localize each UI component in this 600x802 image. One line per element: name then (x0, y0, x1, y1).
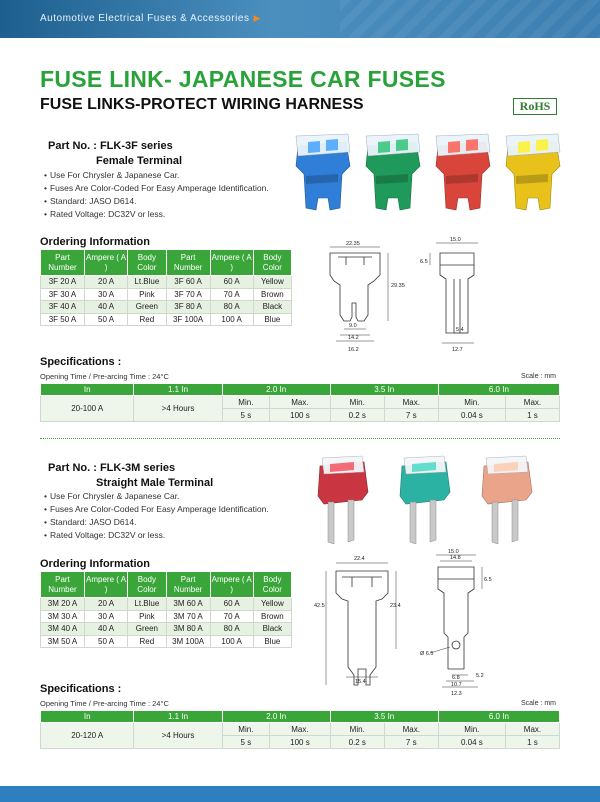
table-cell: 3F 60 A (166, 276, 210, 289)
spec-value: 1 s (505, 409, 559, 422)
table-cell: Yellow (253, 276, 291, 289)
table-row (41, 313, 292, 326)
spec-minmax-label: Min. (222, 396, 269, 409)
spec-value: 100 s (270, 409, 331, 422)
feature-list-3f (44, 169, 269, 221)
table-cell: 3M 80 A (166, 623, 210, 636)
table-cell: Blue (253, 635, 291, 648)
table-cell: 40 A (84, 301, 127, 314)
spec-table-3f (40, 383, 560, 422)
dim-label: 14.8 (450, 555, 461, 561)
feature-item: • Fuses Are Color-Coded For Easy Amperage Identification. (44, 503, 269, 516)
dimension-drawing-3m (312, 549, 507, 701)
fuse-photo-female (436, 134, 490, 210)
table-cell: 3M 20 A (41, 598, 85, 611)
opening-time-3f: Opening Time / Pre-arcing Time : 24°C (40, 372, 169, 381)
spec-value: 0.2 s (330, 409, 384, 422)
spec-minmax-label: Min. (222, 723, 269, 736)
table-cell: Brown (253, 288, 291, 301)
spec-current-range: 20-120 A (41, 723, 134, 749)
dim-label: 29.35 (391, 283, 405, 289)
fuse-photo-male (400, 456, 450, 544)
table-cell: Green (128, 623, 167, 636)
table-cell: 80 A (210, 623, 253, 636)
page-subtitle: FUSE LINKS-PROTECT WIRING HARNESS (40, 96, 364, 113)
terminal-type-3f: Female Terminal (96, 155, 182, 167)
table-cell: Green (128, 301, 167, 314)
column-header: Ampere ( A ) (210, 250, 253, 276)
table-cell: 3M 70 A (166, 610, 210, 623)
ordering-title-3f: Ordering Information (40, 236, 150, 248)
spec-header-row (41, 711, 560, 723)
table-row (41, 288, 292, 301)
dim-label: 22.35 (346, 241, 360, 247)
dim-label: 5.4 (456, 327, 464, 333)
table-cell: Pink (128, 610, 167, 623)
dim-label: 10.7 (451, 682, 462, 688)
spec-row (41, 396, 560, 409)
spec-value: 100 s (270, 736, 331, 749)
part-number-3m: Part No. : FLK-3M series (48, 462, 176, 474)
table-cell: 3M 100A (166, 635, 210, 648)
spec-value: 0.2 s (330, 736, 384, 749)
table-cell: 20 A (84, 276, 127, 289)
ordering-title-3m: Ordering Information (40, 558, 150, 570)
spec-minmax-label: Min. (438, 723, 505, 736)
spec-table-3m (40, 710, 560, 749)
fuse-photo-female (366, 134, 420, 210)
ordering-table-3m (40, 571, 292, 648)
spec-minmax-label: Max. (384, 396, 438, 409)
table-cell: 3M 30 A (41, 610, 85, 623)
table-cell: 60 A (210, 598, 253, 611)
column-header: Body Color (253, 250, 291, 276)
table-cell: Lt.Blue (128, 598, 167, 611)
column-header: Body Color (253, 572, 291, 598)
dim-label: 16.2 (348, 347, 359, 353)
spec-minmax-label: Max. (505, 396, 559, 409)
spec-value: 7 s (384, 736, 438, 749)
table-row (41, 635, 292, 648)
dim-label: 15.0 (448, 549, 459, 555)
table-cell: 3F 100A (166, 313, 210, 326)
dim-label: 23.4 (390, 603, 401, 609)
table-cell: 3M 40 A (41, 623, 85, 636)
spec-header: 1.1 In (134, 384, 222, 396)
feature-item: • Fuses Are Color-Coded For Easy Amperage Identification. (44, 182, 269, 195)
table-cell: 40 A (84, 623, 127, 636)
opening-time-3m: Opening Time / Pre-arcing Time : 24°C (40, 699, 169, 708)
table-row (41, 301, 292, 314)
dim-label: 6.8 (452, 675, 460, 681)
ordering-table-3f (40, 249, 292, 326)
fuse-photo-female (296, 134, 350, 210)
page-title: FUSE LINK- JAPANESE CAR FUSES (40, 66, 446, 92)
section-divider (40, 438, 560, 439)
table-cell: 70 A (210, 288, 253, 301)
table-cell: 50 A (84, 635, 127, 648)
feature-item: • Standard: JASO D614. (44, 195, 269, 208)
column-header: Part Number (41, 572, 85, 598)
spec-time-11: >4 Hours (134, 723, 222, 749)
dim-label: 14.2 (348, 335, 359, 341)
feature-item: • Rated Voltage: DC32V or less. (44, 529, 269, 542)
dim-label: 12.3 (451, 691, 462, 697)
table-cell: Lt.Blue (128, 276, 167, 289)
table-cell: 20 A (84, 598, 127, 611)
spec-row (41, 723, 560, 736)
table-cell: Pink (128, 288, 167, 301)
table-row (41, 610, 292, 623)
spec-header: 6.0 In (438, 711, 559, 723)
spec-minmax-label: Max. (505, 723, 559, 736)
banner-decoration (340, 0, 600, 38)
spec-title-3f: Specifications : (40, 356, 122, 368)
scale-note-3m: Scale : mm (521, 700, 557, 707)
table-cell: 3F 70 A (166, 288, 210, 301)
column-header: Ampere ( A ) (210, 572, 253, 598)
spec-value: 0.04 s (438, 409, 505, 422)
spec-minmax-label: Min. (438, 396, 505, 409)
table-cell: 100 A (210, 313, 253, 326)
scale-note-3f: Scale : mm (521, 373, 557, 380)
spec-header: In (41, 384, 134, 396)
table-cell: 3F 40 A (41, 301, 85, 314)
table-cell: 3M 60 A (166, 598, 210, 611)
table-cell: 70 A (210, 610, 253, 623)
spec-value: 0.04 s (438, 736, 505, 749)
column-header: Ampere ( A ) (84, 572, 127, 598)
table-cell: 3F 80 A (166, 301, 210, 314)
feature-item: • Rated Voltage: DC32V or less. (44, 208, 269, 221)
fuse-photo-female (506, 134, 560, 210)
feature-list-3m (44, 490, 269, 542)
dim-label: 9.0 (349, 323, 357, 329)
spec-value: 7 s (384, 409, 438, 422)
spec-header: 3.5 In (330, 711, 438, 723)
dim-label: Ø 6.5 (420, 651, 434, 657)
spec-header-row (41, 384, 560, 396)
spec-value: 5 s (222, 736, 269, 749)
spec-value: 5 s (222, 409, 269, 422)
spec-minmax-label: Max. (270, 723, 331, 736)
table-cell: 50 A (84, 313, 127, 326)
table-row (41, 276, 292, 289)
column-header: Body Color (128, 572, 167, 598)
part-number-3f: Part No. : FLK-3F series (48, 140, 173, 152)
terminal-type-3m: Straight Male Terminal (96, 477, 214, 489)
table-cell: 30 A (84, 610, 127, 623)
fuse-photos-3f (292, 132, 562, 216)
banner-title: Automotive Electrical Fuses & Accessories ▶ (40, 13, 261, 24)
feature-item: • Standard: JASO D614. (44, 516, 269, 529)
fuse-photo-male (318, 456, 368, 544)
table-row (41, 623, 292, 636)
column-header: Part Number (166, 250, 210, 276)
table-cell: 100 A (210, 635, 253, 648)
fuse-photo-male (482, 456, 532, 544)
table-cell: 60 A (210, 276, 253, 289)
fuse-photos-3m (306, 452, 546, 548)
dim-label: 22.4 (354, 556, 365, 562)
table-cell: Yellow (253, 598, 291, 611)
table-row (41, 598, 292, 611)
spec-header: In (41, 711, 134, 723)
top-banner (0, 0, 600, 38)
table-cell: 3F 50 A (41, 313, 85, 326)
footer-band (0, 786, 600, 802)
spec-header: 2.0 In (222, 711, 330, 723)
spec-header: 6.0 In (438, 384, 559, 396)
column-header: Part Number (41, 250, 85, 276)
table-cell: Red (128, 313, 167, 326)
rohs-badge: RoHS (513, 98, 557, 115)
table-cell: 30 A (84, 288, 127, 301)
dim-label: 12.7 (452, 347, 463, 353)
spec-current-range: 20-100 A (41, 396, 134, 422)
spec-title-3m: Specifications : (40, 683, 122, 695)
spec-minmax-label: Max. (384, 723, 438, 736)
table-cell: 80 A (210, 301, 253, 314)
spec-time-11: >4 Hours (134, 396, 222, 422)
table-cell: Black (253, 301, 291, 314)
column-header: Ampere ( A ) (84, 250, 127, 276)
spec-minmax-label: Min. (330, 723, 384, 736)
table-cell: 3F 30 A (41, 288, 85, 301)
spec-header: 1.1 In (134, 711, 222, 723)
table-cell: 3M 50 A (41, 635, 85, 648)
table-cell: Black (253, 623, 291, 636)
spec-value: 1 s (505, 736, 559, 749)
spec-minmax-label: Min. (330, 396, 384, 409)
table-cell: Red (128, 635, 167, 648)
spec-header: 2.0 In (222, 384, 330, 396)
dim-label: 42.5 (314, 603, 325, 609)
feature-item: • Use For Chrysler & Japanese Car. (44, 169, 269, 182)
table-cell: Brown (253, 610, 291, 623)
dim-label: 6.5 (484, 577, 492, 583)
column-header: Part Number (166, 572, 210, 598)
feature-item: • Use For Chrysler & Japanese Car. (44, 490, 269, 503)
dim-label: 5.2 (476, 673, 484, 679)
table-cell: Blue (253, 313, 291, 326)
banner-arrow-icon: ▶ (253, 13, 261, 23)
table-cell: 3F 20 A (41, 276, 85, 289)
spec-header: 3.5 In (330, 384, 438, 396)
dim-label: 6.5 (420, 259, 428, 265)
column-header: Body Color (128, 250, 167, 276)
dimension-drawing-3f (318, 235, 503, 360)
dim-label: 15.0 (450, 237, 461, 243)
spec-minmax-label: Max. (270, 396, 331, 409)
dim-label: 15.4 (355, 679, 366, 685)
